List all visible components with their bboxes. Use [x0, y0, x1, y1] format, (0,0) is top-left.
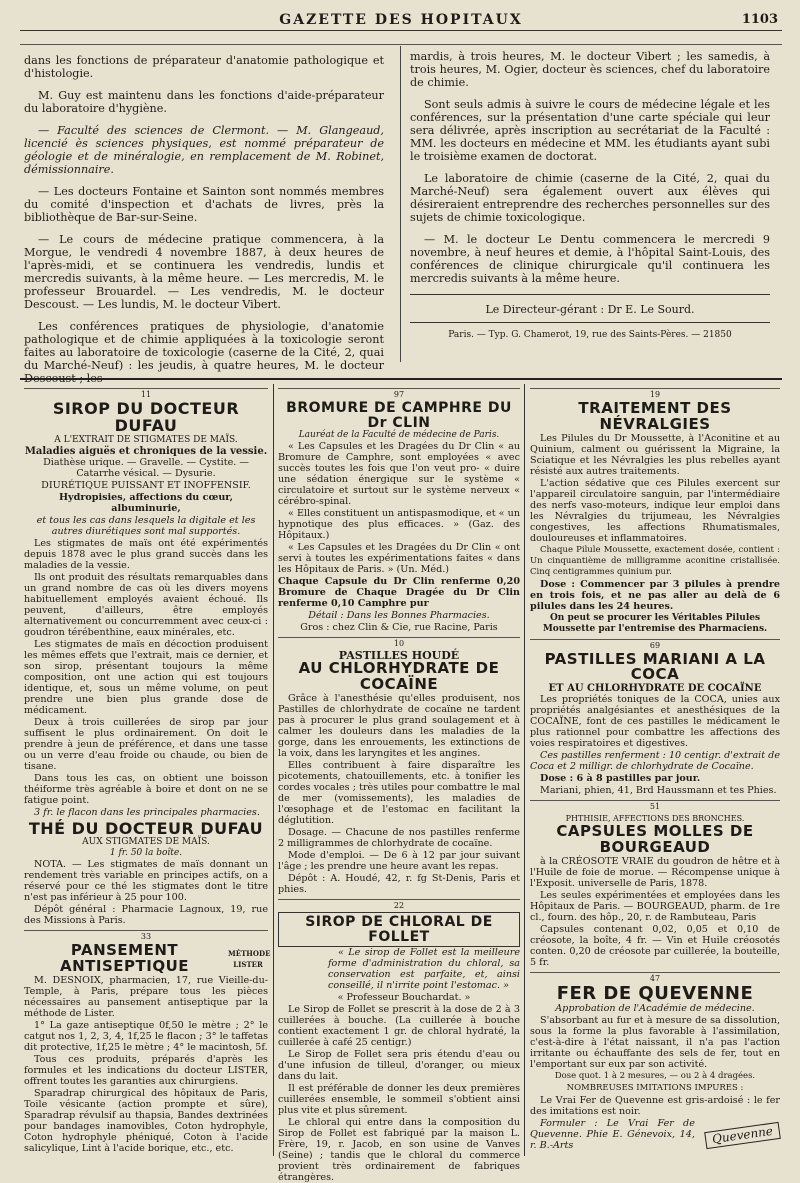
- paragraph: Le laboratoire de chimie (caserne de la Cité, 2, quai du Marché-Neuf) sera également ouvert aux élèves qui désireraient entreprendre des recherches personnelles sur des sujets de chimie toxicologique.: [410, 172, 770, 224]
- ad-title: TRAITEMENT DES NÉVRALGIES: [578, 399, 732, 433]
- ad-title: SIROP DE CHLORAL DE FOLLET: [278, 912, 520, 947]
- ad-title: PANSEMENT ANTISEPTIQUE: [59, 941, 189, 976]
- column-divider: [400, 46, 401, 362]
- ad-title: FER DE QUEVENNE: [556, 982, 754, 1004]
- ad-column-1: [24, 386, 271, 1156]
- ad-sirop-dufau: [24, 388, 268, 926]
- ad-title: THÉ DU DOCTEUR DUFAU: [28, 818, 264, 838]
- ad-text: Grâce à l'anesthésie qu'elles produisent, nos Pastilles de chlorhydrate de cocaïne ne tardent pas à procurer le plus grand soulagement et à calmer les douleurs dans les maladies de la gorge, dans les enrouements, les extinctions de la voix, dans les laryngites et les angines.: [278, 692, 520, 759]
- ad-text: Le Sirop de Follet sera pris étendu d'eau ou d'une infusion de tilleul, d'oranger, ou mieux dans du lait.: [278, 1049, 520, 1083]
- ad-quote-attribution: « Professeur Bouchardat. »: [337, 992, 471, 1004]
- ad-text: On peut se procurer les Véritables Pilules Moussette par l'entremise des Pharmaciens.: [542, 612, 768, 634]
- ad-text: Elles contribuent à faire disparaître les picotements, chatouillements, etc. à tonifier les cordes vocales ; très utiles pour combattre le mal de mer (vomissements), les maladies de l'œsophage et de l'estomac en facilitant la déglutition.: [278, 759, 520, 826]
- ad-subtitle: Maladies aiguës et chroniques de la vessie.: [24, 445, 268, 457]
- ad-text: Détail : Dans les Bonnes Pharmacies.: [308, 610, 490, 622]
- ad-title: BROMURE DE CAMPHRE DU Dr CLIN: [286, 400, 512, 431]
- ad-title: SIROP DU DOCTEUR DUFAU: [52, 399, 240, 435]
- ad-title: PASTILLES MARIANI A LA COCA: [544, 649, 766, 684]
- ad-text: S'absorbant au fur et à mesure de sa dissolution, sous la forme la plus favorable à l'assimilation, c'est-à-dire à l'état naissant, il n'a pas l'action irritante ou échauffante des sels de fer, tout en l'emportant sur eux par son activité.: [530, 1015, 780, 1071]
- divider: [410, 294, 770, 295]
- paragraph: Sont seuls admis à suivre le cours de médecine légale et les conférences, sur la présentation d'une carte spéciale qui leur sera délivrée, après inscription au secrétariat de la Faculté : MM. les docteurs en médecine et MM. les étudiants ayant subi le troisième examen de doctorat.: [410, 98, 770, 163]
- ad-pastilles-houde: [278, 637, 520, 895]
- ad-quote: « Le sirop de Follet est la meilleure forme d'administration du chloral, sa conservation est parfaite, et, ainsi conseillé, il n'irrite point l'estomac. »: [328, 947, 520, 992]
- ad-pansement: [24, 930, 271, 1154]
- ad-text: « Elles constituent un antispasmodique, et « un hypnotique des plus efficaces. » (Gaz. des Hôpitaux.): [278, 508, 520, 542]
- ad-text: Approbation de l'Académie de médecine.: [555, 1003, 755, 1015]
- ad-title-row: [24, 941, 271, 976]
- ad-text: L'action sédative que ces Pilules exercent sur l'appareil circulatoire sanguin, par l'intermédiaire des nerfs vaso-moteurs, indique leur emploi dans les Névralgies du trijumeau, les Névralgies congestives, les affections Rhumatismales, douloureuses et inflammatoires.: [530, 477, 780, 544]
- ad-text: « Les Capsules et les Dragées du Dr Clin « au Bromure de Camphre, sont employées « avec succès toutes les fois que l'on veut pro- « duire une sédation énergique sur le système « circulatoire et surtout sur le système nerveux « cérébro-spinal.: [278, 441, 520, 508]
- paragraph: mardis, à trois heures, M. le docteur Vibert ; les samedis, à trois heures, M. Ogier, docteur ès sciences, chef du laboratoire de chimie.: [410, 50, 770, 89]
- ad-number: 19: [530, 388, 780, 400]
- top-rule: [20, 44, 782, 45]
- paragraph: — Faculté des sciences de Clermont. — M. Glangeaud, licencié ès sciences physiques, est nommé préparateur de géologie et de minéralogie, en remplacement de M. Robinet, démissionnaire.: [24, 124, 384, 176]
- ad-number: 97: [278, 388, 520, 400]
- ad-text: Dépôt général : Pharmacie Lagnoux, 19, rue des Missions à Paris.: [24, 904, 268, 927]
- ad-text: Formuler : Le Vrai Fer de Quevenne. Phie E. Génevoix, 14, r. B.-Arts: [530, 1118, 695, 1152]
- ad-bourgeaud: [530, 800, 780, 968]
- ad-column-2: [278, 386, 520, 1183]
- ad-text: 1° La gaze antiseptique 0f,50 le mètre ; 2° le catgut nos 1, 2, 3, 4, 1f,25 le flacon ; 3° le taffetas dit protective, 1f,25 le mètre ; 4° le macintosh, 5f.: [24, 1019, 268, 1053]
- ad-column-3: [530, 386, 780, 1156]
- paragraph: M. Guy est maintenu dans les fonctions d'aide-préparateur du laboratoire d'hygiène.: [24, 89, 384, 115]
- ad-text: « Les Capsules et les Dragées du Dr Clin « ont servi à toutes les expérimentations faites « dans les Hôpitaux de Paris. » (Un. Méd.): [278, 542, 520, 576]
- ad-text: Sparadrap chirurgical des hôpitaux de Paris, Toile vésicante (action prompte et sûre), Sparadrap révulsif au thapsia, Bandes dextrinées pour bandages inamovibles, Coton hydrophyle, Coton hydrophyle phéniqué, Coton à l'acide salicylique, Lint à l'acide borique, etc., etc.: [24, 1087, 268, 1154]
- ad-text: Dose : Commencer par 3 pilules à prendre en trois fois, et ne pas aller au delà de 6 pilules dans les 24 heures.: [530, 578, 780, 612]
- ad-text: Chaque Capsule du Dr Clin renferme 0,20 Bromure de Chaque Dragée du Dr Clin renferme 0,10 Camphre pur: [278, 576, 520, 610]
- paragraph: — M. le docteur Le Dentu commencera le mercredi 9 novembre, à neuf heures et demie, à l'hôpital Saint-Louis, des conférences de clinique chirurgicale qu'il continuera les mercredis suivants à la même heure.: [410, 233, 770, 285]
- ad-number: 33: [24, 930, 268, 942]
- ad-number: 69: [530, 639, 780, 651]
- ad-text: Ils ont produit des résultats remarquables dans un grand nombre de cas où les divers moyens habituellement employés avaient échoué. Ils peuvent, d'ailleurs, être employés alternativement ou concurremment avec ceux-ci : goudron térébenthine, eaux minérales, etc.: [24, 571, 268, 638]
- ad-text: Mode d'emploi. — De 6 à 12 par jour suivant l'âge ; les prendre une heure avant les repas.: [278, 849, 520, 872]
- divider: [410, 322, 770, 323]
- ad-text: Hydropisies, affections du cœur, albuminurie,: [58, 491, 233, 514]
- director-signature: Le Directeur-gérant : Dr E. Le Sourd.: [485, 303, 695, 316]
- paragraph: dans les fonctions de préparateur d'anatomie pathologique et d'histologie.: [24, 54, 384, 80]
- ad-text: Les stigmates de maïs ont été expérimentés depuis 1878 avec le plus grand succès dans les maladies de la vessie.: [24, 537, 268, 571]
- ad-text: et tous les cas dans lesquels la digitale et les autres diurétiques sont mal supportés.: [36, 514, 256, 537]
- ad-chloral-follet: [278, 899, 520, 1183]
- ad-text: Dépôt : A. Houdé, 42, r. fg St-Denis, Paris et phies.: [278, 872, 520, 895]
- left-column: [24, 54, 384, 394]
- ad-fer-quevenne: [530, 972, 780, 1153]
- ad-nevralgies: [530, 388, 780, 635]
- ad-text: Mariani, phien, 41, Brd Haussmann et tes Phies.: [540, 785, 777, 796]
- ad-number: 10: [278, 637, 520, 649]
- paragraph: — Le cours de médecine pratique commencera, à la Morgue, le vendredi 4 novembre 1887, à deux heures de l'après-midi, et se continuera les vendredis, lundis et mercredis suivants, à la même heure. — Les mercredis, M. le professeur Brouardel. — Les vendredis, M. le docteur Descoust. — Les lundis, M. le docteur Vibert.: [24, 233, 384, 311]
- ad-title: PASTILLES HOUDÉ: [338, 649, 460, 663]
- ad-text: Les stigmates de maïs en décoction produisent les mêmes effets que l'extrait, mais ce dernier, et son sirop, présentant toujours la même composition, ont une action qui est toujours identique, et, sous un même volume, on peut prendre une bien plus grande dose de médicament.: [24, 638, 268, 716]
- ad-text: Tous ces produits, préparés d'après les formules et les indications du docteur LISTER, offrent toutes les garanties aux chirurgiens.: [24, 1053, 268, 1087]
- ad-text: M. DESNOIX, pharmacien, 17, rue Vieille-du-Temple, à Paris, prépare tous les pièces nécessaires au pansement antiseptique par la méthode de Lister.: [24, 974, 268, 1019]
- ad-text: Ces pastilles renferment : 10 centigr. d'extrait de Coca et 2 milligr. de chlorhydrate de Cocaïne.: [530, 750, 780, 772]
- ad-text: DIURÉTIQUE PUISSANT ET INOFFENSIF.: [41, 479, 251, 491]
- ad-text: Capsules contenant 0,02, 0,05 et 0,10 de créosote, la boîte, 4 fr. — Vin et Huile créosotés conten. 0,20 de créosote par cuillerée, la bouteille, 5 fr.: [530, 923, 780, 968]
- ad-column-divider: [524, 384, 525, 1156]
- ad-mariani: [530, 639, 780, 797]
- paragraph: — Les docteurs Fontaine et Sainton sont nommés membres du comité d'inspection et d'achats de livres, près la bibliothèque de Bar-sur-Seine.: [24, 185, 384, 224]
- ad-text: Le chloral qui entre dans la composition du Sirop de Follet est fabriqué par la maison L. Frère, 19, r. Jacob, en son usine de Vanves (Seine) ; tandis que le chloral du commerce provient très ordinairement de fabriques étrangères.: [278, 1117, 520, 1183]
- ad-text: Dans tous les cas, on obtient une boisson théiforme très agréable à boire et dont on ne se fatigue point.: [24, 772, 268, 806]
- ad-title: CAPSULES MOLLES DE BOURGEAUD: [556, 822, 754, 856]
- page-number: 1103: [741, 12, 778, 27]
- ad-text: Les seules expérimentées et employées dans les Hôpitaux de Paris. — BOURGEAUD, pharm. de 1re cl., fourn. des hôp., 20, r. de Rambuteau, Paris: [530, 889, 780, 923]
- ad-text: Les Pilules du Dr Moussette, à l'Aconitine et au Quinium, calment ou guérissent la Migraine, la Sciatique et les Névralgies les plus rebelles ayant résisté aux autres traitements.: [530, 432, 780, 477]
- ad-number: 22: [278, 899, 520, 911]
- advertisements-rule: [20, 378, 782, 380]
- signature-stamp: Quevenne: [704, 1122, 781, 1149]
- ad-text: Les propriétés toniques de la COCA, unies aux propriétés analgésiantes et anesthésiques de la COCAÏNE, font de ces pastilles le médicament le plus rationnel pour combattre les affections des voies respiratoires et digestives.: [530, 694, 780, 749]
- ad-text: Chaque Pilule Moussette, exactement dosée, contient : Un cinquantième de milligramme aconitine cristallisée. Cinq centigrammes quinium pur.: [530, 544, 780, 577]
- journal-title: GAZETTE DES HOPITAUX: [279, 12, 523, 28]
- ad-price: 1 fr. 50 la boîte.: [109, 848, 183, 859]
- ad-bromure-clin: [278, 388, 520, 633]
- ad-text: 3 fr. le flacon dans les principales pharmacies.: [34, 806, 260, 818]
- ad-text: Le Vrai Fer de Quevenne est gris-ardoisé : le fer des imitations est noir.: [530, 1095, 780, 1118]
- ad-title: AU CHLORHYDRATE DE COCAÏNE: [298, 659, 500, 694]
- ad-text: Le Sirop de Follet se prescrit à la dose de 2 à 3 cuillerées à bouche. (La cuillerée à bouche contient exactement 1 gr. de chloral hydraté, la cuillerée à café 25 centigr.): [278, 1004, 520, 1049]
- ad-text: Dose : 6 à 8 pastilles par jour.: [540, 773, 701, 784]
- ad-text: Dose quot. 1 à 2 mesures, — ou 2 à 4 dragées.: [554, 1071, 756, 1082]
- paragraph: Les conférences pratiques de physiologie, d'anatomie pathologique et de chimie appliquées à la toxicologie seront faites au laboratoire de toxicologie (caserne de la Cité, 2, quai du Marché-Neuf) : les jeudis, à quatre heures, M. le docteur Descoust ; les: [24, 320, 384, 385]
- ad-subtitle: Lauréat de la Faculté de médecine de Paris.: [298, 430, 500, 441]
- ad-subtitle: ET AU CHLORHYDRATE DE COCAÏNE: [548, 683, 762, 694]
- printer-line: Paris. — Typ. G. Chamerot, 19, rue des Saints-Pères. — 21850: [448, 330, 732, 340]
- ad-number: 11: [24, 388, 268, 400]
- ad-text: Diathèse urique. — Gravelle. — Cystite. — Catarrhe vésical. — Dysurie.: [43, 456, 249, 479]
- ad-number: 47: [530, 972, 780, 984]
- ad-text: NOMBREUSES IMITATIONS IMPURES :: [566, 1083, 744, 1094]
- ad-text: NOTA. — Les stigmates de maïs donnant un rendement très variable en principes actifs, on a réservé pour ce thé les stigmates dont le titre n'est pas inférieur à 25 pour 100.: [24, 859, 268, 904]
- ad-text: Il est préférable de donner les deux premières cuillerées ensemble, le sommeil s'obtient ainsi plus vite et plus sûrement.: [278, 1083, 520, 1117]
- ad-pretitle: PHTHISIE, AFFECTIONS DES BRONCHES.: [565, 814, 745, 823]
- ad-text: Deux à trois cuillerées de sirop par jour suffisent le plus ordinairement. On doit le prendre à jeun de préférence, et dans une tasse ou un verre d'eau froide ou chaude, ou bien de tisane.: [24, 716, 268, 772]
- ad-title-suffix: MÉTHODE LISTER: [228, 949, 271, 970]
- ad-subtitle: AUX STIGMATES DE MAÏS.: [82, 837, 210, 848]
- ad-footer-row: [530, 1118, 780, 1152]
- ad-text: Dosage. — Chacune de nos pastilles renferme 2 milligrammes de chlorhydrate de cocaïne.: [278, 826, 520, 849]
- ad-text: à la CRÉOSOTE VRAIE du goudron de hêtre et à l'Huile de foie de morue. — Récompense unique à l'Exposit. universelle de Paris, 1878.: [530, 855, 780, 889]
- ad-text: Gros : chez Clin & Cie, rue Racine, Paris: [300, 622, 498, 634]
- ad-subtitle: A L'EXTRAIT DE STIGMATES DE MAÏS.: [54, 434, 238, 445]
- page-header: [20, 6, 782, 31]
- right-column: [410, 50, 770, 342]
- ad-number: 51: [530, 800, 780, 812]
- ad-column-divider: [273, 384, 274, 1156]
